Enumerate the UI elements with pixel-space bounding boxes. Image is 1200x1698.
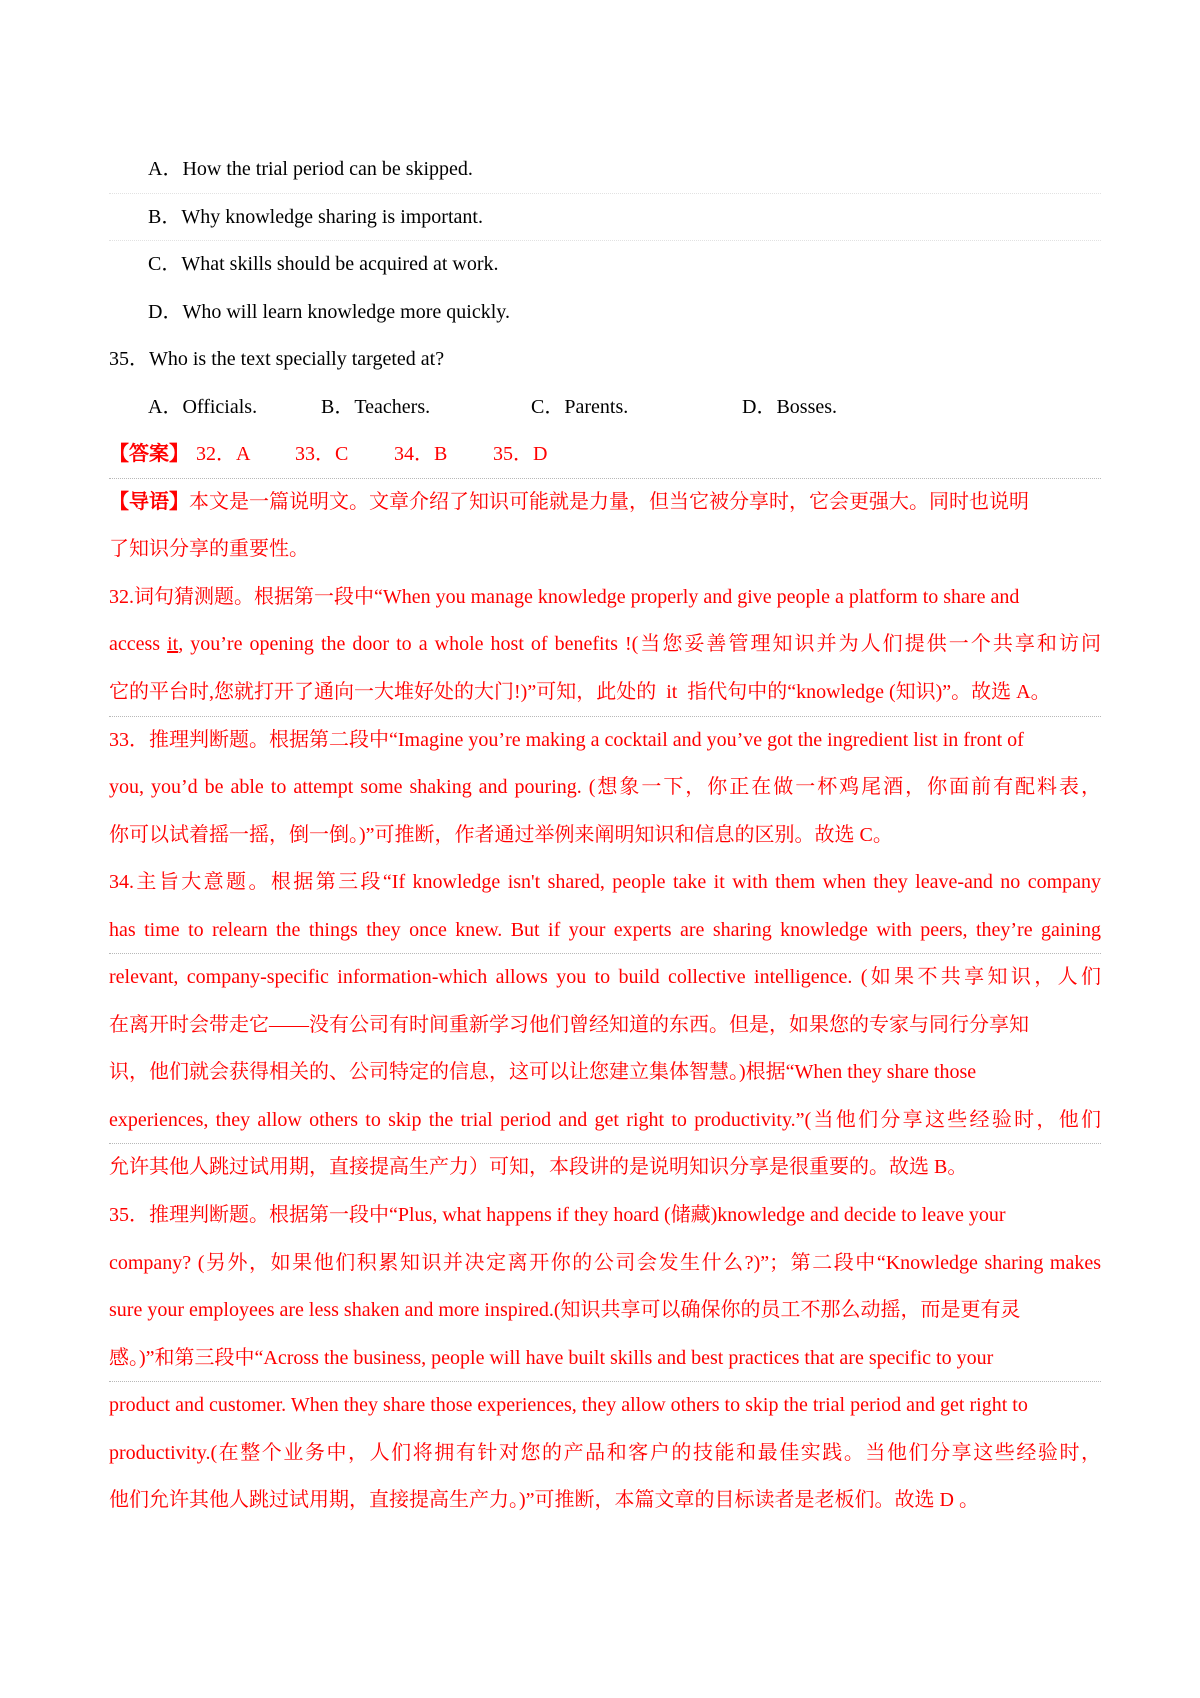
- analysis-text: 它的平台时,您就打开了通向一大堆好处的大门!)”可知，此处的 it 指代句中的“knowledge (知识)”。故选 A。: [109, 681, 1051, 704]
- q35-option-b: [321, 384, 531, 432]
- answer-number: 32．: [196, 443, 236, 466]
- analysis-33-line: [109, 717, 1101, 765]
- q35-option-c: [531, 384, 742, 432]
- option-text: Bosses.: [776, 395, 838, 418]
- answer-item: [196, 431, 295, 479]
- analysis-text: product and customer. When they share those experiences, they allow others to skip the trial period and get right to: [109, 1394, 1028, 1417]
- analysis-text: you, you’d be able to attempt some shaking and pouring. (想象一下，你正在做一杯鸡尾酒，你面前有配料表，: [109, 776, 1101, 799]
- analysis-32-line: [109, 621, 1101, 669]
- option-text: Officials.: [182, 395, 258, 418]
- answer-number: 33．: [295, 443, 335, 466]
- analysis-33-line: [109, 764, 1101, 812]
- q34-option-c: [109, 241, 1101, 289]
- guide-line: [109, 479, 1101, 527]
- analysis-text: 你可以试着摇一摇，倒一倒。)”可推断，作者通过举例来阐明知识和信息的区别。故选 C。: [109, 823, 893, 846]
- analysis-text: sure your employees are less shaken and more inspired.(知识共享可以确保你的员工不那么动摇，而是更有灵: [109, 1299, 1021, 1322]
- analysis-text: 34.主旨大意题。根据第三段“If knowledge isn't shared, people take it with them when they leave-and no company: [109, 871, 1101, 894]
- option-letter: C．: [148, 253, 182, 276]
- analysis-text: experiences, they allow others to skip the trial period and get right to productivity.”(当他们分享这些经验时，他们: [109, 1108, 1101, 1131]
- analysis-34-line: [109, 907, 1101, 955]
- analysis-32-line: [109, 669, 1101, 717]
- underlined-word: it: [167, 633, 179, 656]
- analysis-34-line: [109, 1097, 1101, 1145]
- analysis-text: , you’re opening the door to a whole host of benefits !(当您妥善管理知识并为人们提供一个共享和访问: [178, 633, 1101, 656]
- option-letter: B．: [321, 395, 355, 418]
- analysis-text: 他们允许其他人跳过试用期，直接提高生产力。)”可推断，本篇文章的目标读者是老板们。故选 D 。: [109, 1489, 979, 1512]
- analysis-34-line: [109, 859, 1101, 907]
- analysis-text: company? (另外，如果他们积累知识并决定离开你的公司会发生什么?)”；第二段中“Knowledge sharing makes: [109, 1251, 1101, 1274]
- answer-key: [109, 431, 1101, 479]
- analysis-35-line: [109, 1335, 1101, 1383]
- option-letter: B．: [148, 205, 182, 228]
- q35-option-d: [742, 384, 837, 432]
- answer-letter: A: [236, 443, 251, 466]
- option-text: What skills should be acquired at work.: [181, 253, 499, 276]
- answer-letter: B: [434, 443, 448, 466]
- option-letter: D．: [742, 395, 777, 418]
- question-number: 35．: [109, 348, 149, 371]
- answer-letter: C: [335, 443, 349, 466]
- guide-text: 本文是一篇说明文。文章介绍了知识可能就是力量，但当它被分享时，它会更强大。同时也说明: [189, 490, 1029, 513]
- analysis-text: 32.词句猜测题。根据第一段中“When you manage knowledge properly and give people a platform to share and: [109, 585, 1020, 608]
- q35-option-a: [148, 384, 321, 432]
- analysis-32-line: [109, 574, 1101, 622]
- option-text: How the trial period can be skipped.: [182, 158, 473, 180]
- analysis-35-line: [109, 1430, 1101, 1478]
- q34-option-a: [109, 146, 1101, 194]
- guide-line: [109, 526, 1101, 574]
- answer-item: [493, 431, 592, 479]
- analysis-34-line: [109, 1049, 1101, 1097]
- analysis-35-line: [109, 1382, 1101, 1430]
- analysis-text: 允许其他人跳过试用期，直接提高生产力）可知，本段讲的是说明知识分享是很重要的。故选 B。: [109, 1156, 968, 1179]
- analysis-34-line: [109, 954, 1101, 1002]
- analysis-35-line: [109, 1287, 1101, 1335]
- analysis-text: 35．推理判断题。根据第一段中“Plus, what happens if they hoard (储藏)knowledge and decide to leave your: [109, 1204, 1006, 1227]
- analysis-34-line: [109, 1144, 1101, 1192]
- analysis-text: access: [109, 633, 168, 656]
- question-text: Who is the text specially targeted at?: [149, 348, 445, 371]
- analysis-text: relevant, company-specific information-which allows you to build collective intelligence. (如果不共享知识，人们: [109, 966, 1101, 989]
- option-text: Who will learn knowledge more quickly.: [182, 300, 510, 323]
- analysis-text: productivity.(在整个业务中，人们将拥有针对您的产品和客户的技能和最佳实践。当他们分享这些经验时，: [109, 1441, 1101, 1464]
- analysis-text: 33．推理判断题。根据第二段中“Imagine you’re making a cocktail and you’ve got the ingredient list in front of: [109, 728, 1024, 751]
- answer-number: 35．: [493, 443, 533, 466]
- analysis-text: 识，他们就会获得相关的、公司特定的信息，这可以让您建立集体智慧。)根据“When they share those: [109, 1061, 977, 1084]
- analysis-35-line: [109, 1192, 1101, 1240]
- q35-options: [109, 384, 1101, 432]
- option-letter: C．: [531, 395, 565, 418]
- guide-text: 了知识分享的重要性。: [109, 538, 309, 561]
- analysis-text: has time to relearn the things they once knew. But if your experts are sharing knowledge with peers, they’re gaining: [109, 918, 1101, 941]
- analysis-text: 感。)”和第三段中“Across the business, people will have built skills and best practices that are specific to your: [109, 1346, 994, 1369]
- q35-stem: [109, 336, 1101, 384]
- option-letter: A．: [148, 395, 183, 418]
- q34-option-d: [109, 289, 1101, 337]
- answer-letter: D: [533, 443, 548, 466]
- answer-number: 34．: [394, 443, 434, 466]
- option-letter: A．: [148, 158, 183, 180]
- option-letter: D．: [148, 300, 183, 323]
- answer-key-label: 【答案】: [109, 443, 189, 466]
- q34-option-b: [109, 194, 1101, 242]
- option-text: Why knowledge sharing is important.: [181, 205, 483, 228]
- option-text: Teachers.: [354, 395, 431, 418]
- answer-item: [295, 431, 394, 479]
- guide-label: 【导语】: [109, 490, 189, 513]
- answer-item: [394, 431, 493, 479]
- analysis-33-line: [109, 812, 1101, 860]
- analysis-text: 在离开时会带走它——没有公司有时间重新学习他们曾经知道的东西。但是，如果您的专家与同行分享知: [109, 1013, 1029, 1036]
- analysis-34-line: [109, 1002, 1101, 1050]
- analysis-35-line: [109, 1240, 1101, 1288]
- analysis-35-line: [109, 1477, 1101, 1525]
- option-text: Parents.: [564, 395, 629, 418]
- page-content: [109, 146, 1101, 1525]
